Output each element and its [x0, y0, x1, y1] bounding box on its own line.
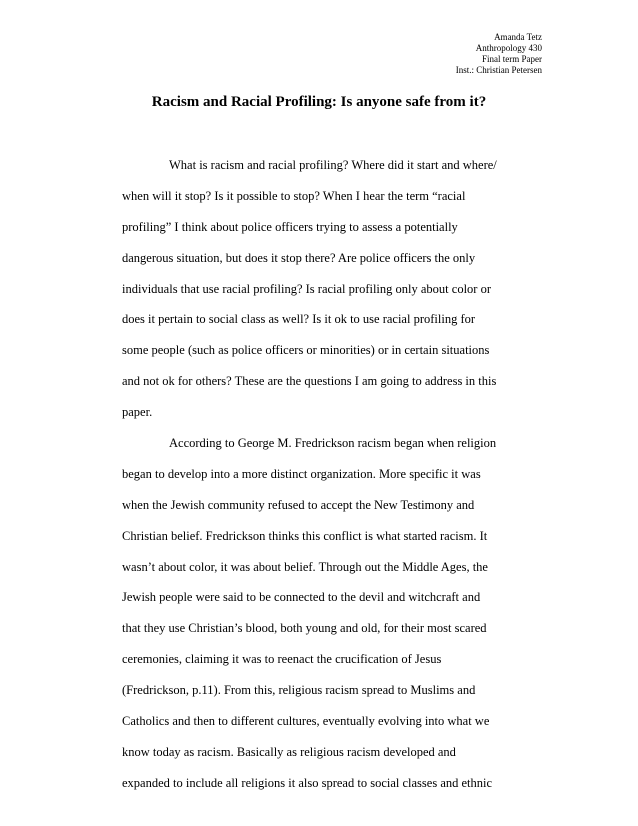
paragraph-1-line: individuals that use racial profiling? Is racial profiling only about color or — [122, 281, 491, 296]
author-header — [456, 32, 542, 76]
paragraph-2-line: when the Jewish community refused to accept the New Testimony and — [122, 497, 475, 512]
paragraph-2-line: Catholics and then to different cultures, eventually evolving into what we — [122, 714, 490, 729]
paragraph-1-line: does it pertain to social class as well? Is it ok to use racial profiling for — [122, 312, 476, 327]
paragraph-1-line: paper. — [122, 405, 153, 420]
paragraph-2-line: wasn’t about color, it was about belief. Through out the Middle Ages, the — [122, 559, 488, 574]
paper-title: Racism and Racial Profiling: Is anyone safe from it? — [151, 94, 487, 110]
paragraph-1-line: What is racism and racial profiling? Where did it start and where/ — [169, 158, 497, 172]
paragraph-1-line: dangerous situation, but does it stop there? Are police officers the only — [122, 250, 476, 265]
paragraph-1-line: when will it stop? Is it possible to stop? When I hear the term “racial — [122, 188, 466, 203]
paragraph-2-line: expanded to include all religions it also spread to social classes and ethnic — [122, 775, 493, 790]
paragraph-2-line: According to George M. Fredrickson racism began when religion — [169, 436, 497, 451]
paragraph-1-line: and not ok for others? These are the questions I am going to address in this — [122, 374, 497, 389]
paragraph-2-line: (Fredrickson, p.11). From this, religious racism spread to Muslims and — [122, 683, 476, 698]
paragraph-2-line: know today as racism. Basically as religious racism developed and — [122, 744, 456, 759]
paragraph-2-line: began to develop into a more distinct organization. More specific it was — [122, 466, 481, 481]
instructor-name: Inst.: Christian Petersen — [455, 65, 542, 75]
course-name: Anthropology 430 — [475, 43, 542, 53]
author-name: Amanda Tetz — [494, 32, 542, 42]
paragraph-2-line: that they use Christian’s blood, both young and old, for their most scared — [122, 621, 487, 636]
paragraph-1-line: profiling” I think about police officers trying to assess a potentially — [122, 219, 458, 234]
paper-body — [122, 150, 522, 799]
paper-type: Final term Paper — [482, 54, 542, 64]
paragraph-2-line: Jewish people were said to be connected to the devil and witchcraft and — [122, 590, 481, 605]
paragraph-2-line: Christian belief. Fredrickson thinks this conflict is what started racism. It — [122, 528, 488, 543]
paragraph-1-line: some people (such as police officers or minorities) or in certain situations — [122, 343, 490, 358]
paragraph-2-line: ceremonies, claiming it was to reenact the crucification of Jesus — [122, 652, 442, 667]
